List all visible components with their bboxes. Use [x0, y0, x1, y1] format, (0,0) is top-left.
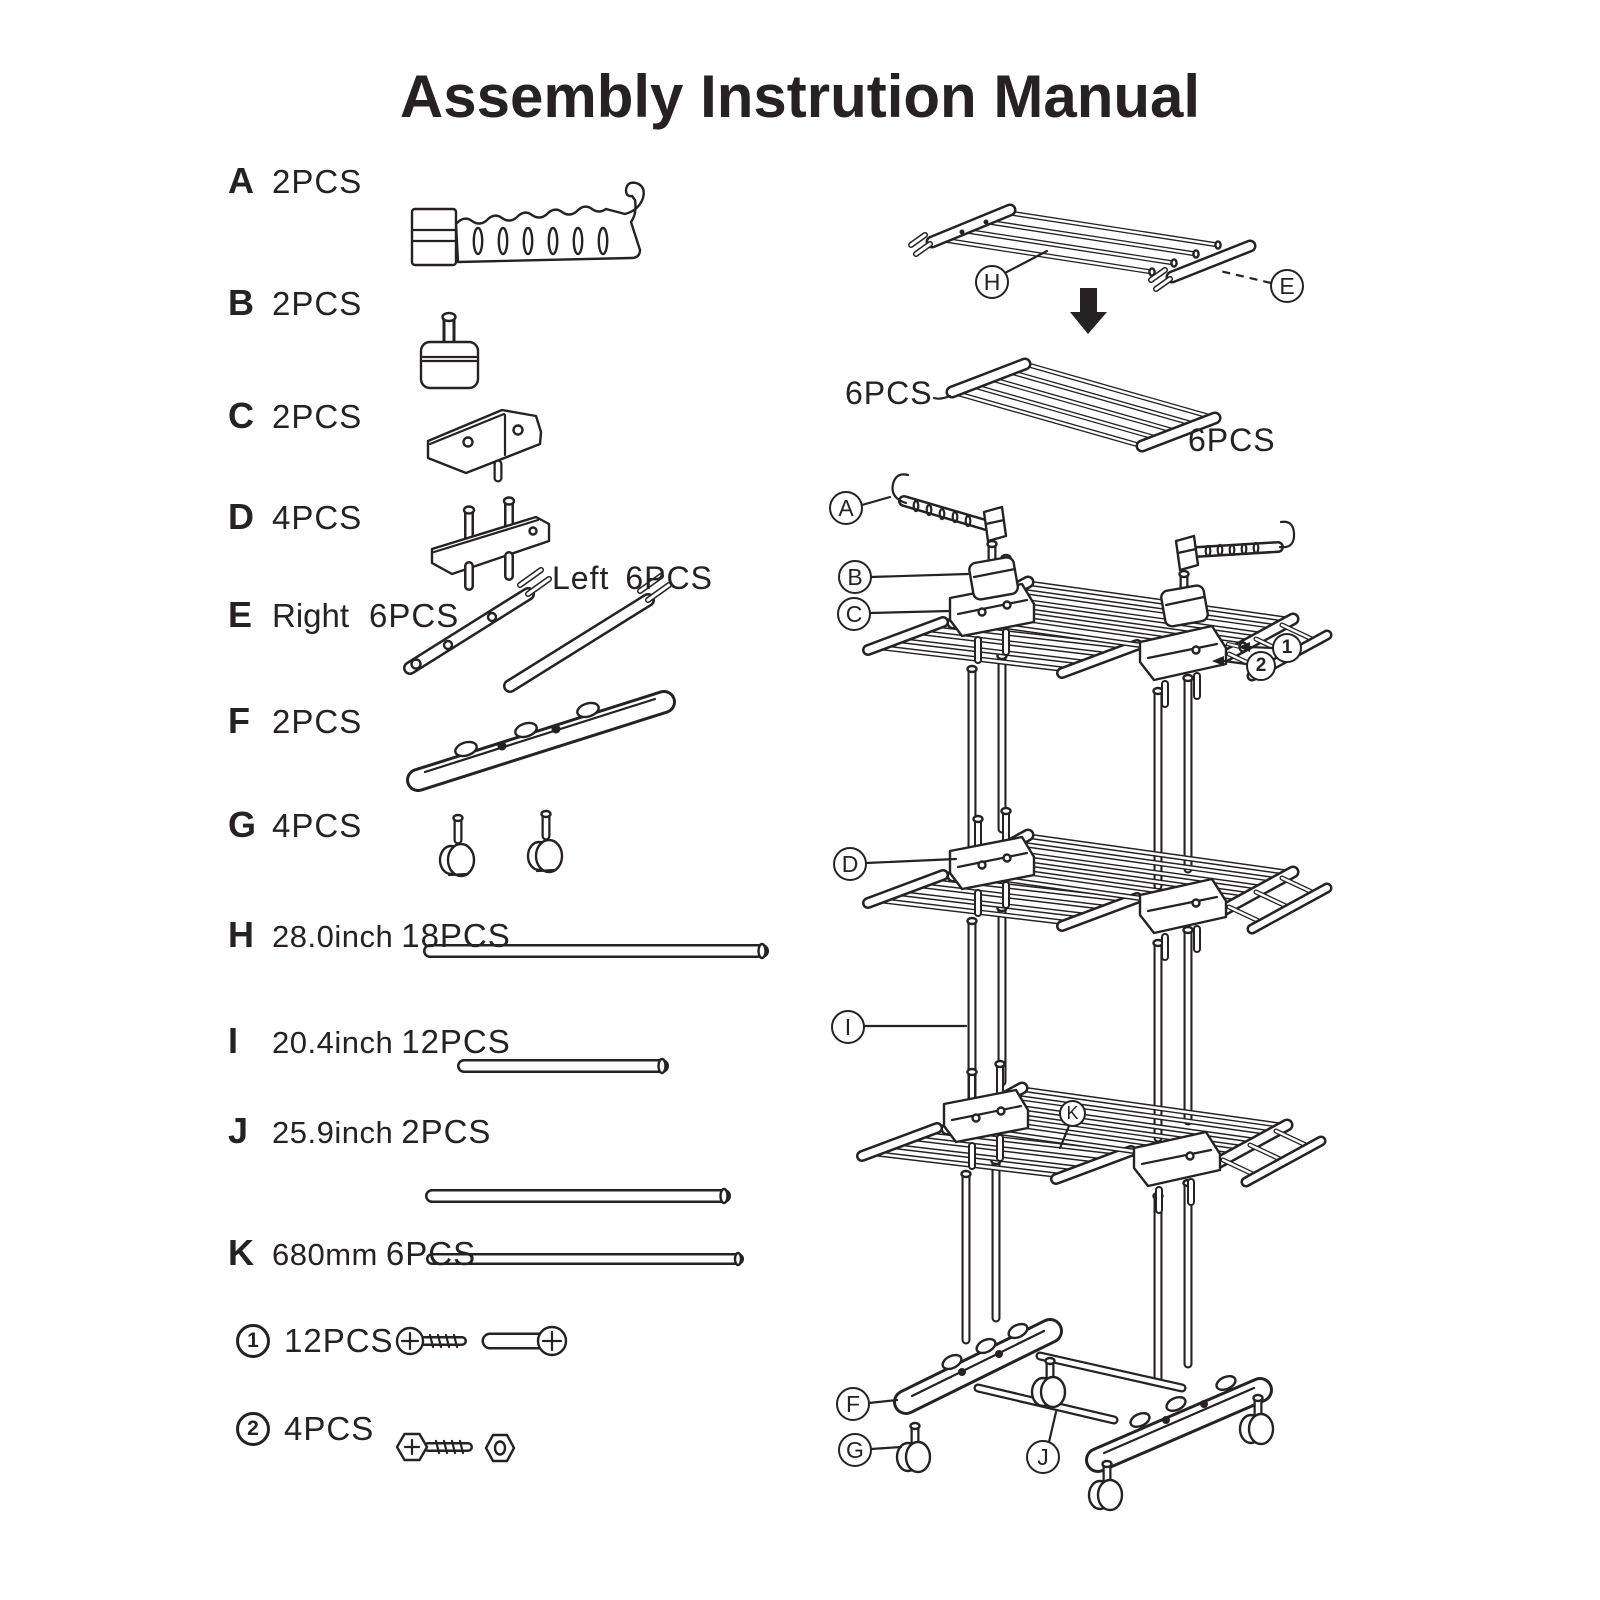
- part-g-qty: 4PCS: [272, 807, 363, 844]
- part-a-qty: 2PCS: [272, 163, 363, 200]
- part-e-right-variant: Right: [272, 597, 350, 634]
- part-e-left-qty: 6PCS: [625, 560, 713, 596]
- parts-row-d: [228, 496, 362, 538]
- part-c-icon: [428, 410, 541, 478]
- part-j-qty: 2PCS: [401, 1113, 492, 1150]
- callout-c: [837, 597, 871, 631]
- callout-b-text: B: [847, 563, 863, 590]
- callout-f: [836, 1387, 870, 1421]
- callout-g-text: G: [846, 1436, 864, 1463]
- part-d-qty: 4PCS: [272, 499, 363, 536]
- parts-row-screw1: [236, 1322, 394, 1360]
- callout-j-text: J: [1037, 1443, 1049, 1470]
- callout-b: [838, 560, 872, 594]
- callout-screw1-text: 1: [1281, 637, 1293, 658]
- callout-k-text: K: [1066, 1103, 1079, 1123]
- part-b-label: B: [228, 282, 254, 323]
- subassembly-right-qty: [1188, 422, 1276, 459]
- part-b-icon: [421, 313, 478, 388]
- part-i-qty: 12PCS: [401, 1023, 511, 1060]
- callout-screw2: [1246, 651, 1276, 681]
- hanger-hook-left: [893, 474, 1006, 541]
- parts-row-i: [228, 1020, 511, 1062]
- callout-j: [1026, 1440, 1060, 1474]
- part-g-label: G: [228, 804, 257, 845]
- parts-row-f: [228, 700, 362, 742]
- parts-row-h: [228, 914, 511, 956]
- part-j-rod-icon: [432, 1189, 728, 1203]
- part-d-label: D: [228, 496, 254, 537]
- callout-c-text: C: [845, 600, 863, 627]
- screw-set-2-icon: [397, 1434, 514, 1461]
- parts-row-e: [228, 594, 459, 636]
- callout-screw1: [1272, 633, 1302, 663]
- knob-left: [968, 541, 1019, 601]
- page-title: Assembly Instrution Manual: [399, 63, 1201, 130]
- callout-k: [1059, 1100, 1086, 1127]
- part-c-label: C: [228, 395, 254, 436]
- part-k-rod-icon: [432, 1253, 741, 1265]
- part-k-size: 680mm: [272, 1237, 378, 1272]
- part-e-right-qty: 6PCS: [369, 597, 460, 634]
- subassembly-left-qty: [845, 375, 933, 412]
- subassembly-left-qty-text: 6PCS: [845, 375, 933, 411]
- base-frame: [906, 1321, 1260, 1460]
- part-h-qty: 18PCS: [401, 917, 511, 954]
- tier-middle: [868, 808, 1327, 957]
- callout-screw2-text: 2: [1255, 655, 1267, 676]
- parts-row-j: [228, 1110, 491, 1152]
- callout-i: [831, 1010, 865, 1044]
- screw2-qty: 4PCS: [284, 1410, 375, 1447]
- part-a-icon: [412, 183, 644, 265]
- part-f-label: F: [228, 700, 250, 741]
- parts-row-screw2: [236, 1410, 374, 1448]
- subassembly-assembled: [934, 364, 1215, 446]
- part-j-size: 25.9inch: [272, 1115, 394, 1150]
- part-g-icon: [440, 811, 562, 876]
- part-a-label: A: [228, 160, 254, 201]
- part-c-qty: 2PCS: [272, 398, 363, 435]
- callout-i-text: I: [844, 1013, 852, 1040]
- parts-row-g: [228, 804, 362, 846]
- part-b-qty: 2PCS: [272, 285, 363, 322]
- screw2-circled-label: 2: [236, 1412, 270, 1446]
- screw1-circled-label: 1: [236, 1324, 270, 1358]
- part-h-label: H: [228, 914, 254, 955]
- part-f-qty: 2PCS: [272, 703, 363, 740]
- part-h-size: 28.0inch: [272, 919, 394, 954]
- hanger-hook-right: [1176, 522, 1294, 570]
- part-e-left-caption: [552, 560, 713, 597]
- tier-top: [868, 555, 1327, 704]
- part-e-left-variant: Left: [552, 560, 610, 596]
- part-f-icon: [418, 699, 664, 780]
- callout-e: [1270, 269, 1304, 303]
- parts-row-k: [228, 1232, 476, 1274]
- tier-bottom: [862, 1061, 1321, 1210]
- pole-segments: [962, 653, 1193, 1380]
- part-j-label: J: [228, 1110, 249, 1151]
- parts-row-b: [228, 282, 362, 324]
- parts-row-c: [228, 395, 362, 437]
- callout-a: [829, 491, 863, 525]
- callout-d: [833, 847, 867, 881]
- part-i-label: I: [228, 1020, 239, 1061]
- knob-right: [1160, 571, 1209, 627]
- part-d-icon: [432, 498, 549, 587]
- subassembly-right-qty-text: 6PCS: [1188, 422, 1276, 458]
- callout-d-text: D: [841, 850, 859, 877]
- step-down-arrow: [1070, 288, 1107, 334]
- part-k-qty: 6PCS: [385, 1235, 477, 1272]
- callout-h: [975, 265, 1009, 299]
- screw-set-1-icon: [397, 1327, 566, 1355]
- subassembly-exploded: [911, 210, 1250, 289]
- callout-f-text: F: [845, 1390, 861, 1417]
- parts-row-a: [228, 160, 362, 202]
- callout-h-text: H: [983, 268, 1001, 295]
- callout-a-text: A: [838, 494, 854, 521]
- part-k-label: K: [228, 1232, 254, 1273]
- part-e-label: E: [228, 594, 253, 635]
- screw1-qty: 12PCS: [284, 1322, 394, 1359]
- callout-g: [838, 1433, 872, 1467]
- callout-e-text: E: [1279, 272, 1295, 299]
- part-i-size: 20.4inch: [272, 1025, 394, 1060]
